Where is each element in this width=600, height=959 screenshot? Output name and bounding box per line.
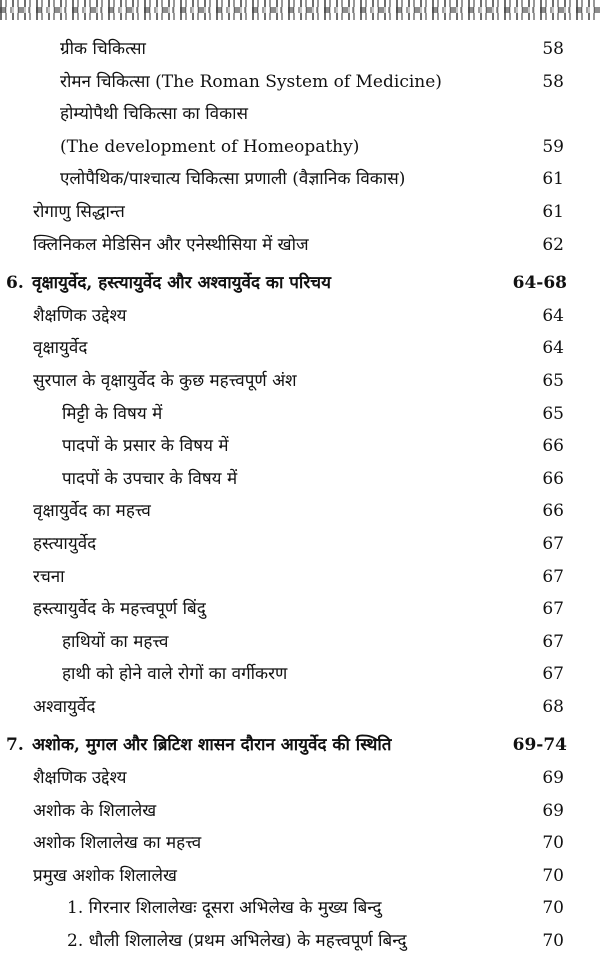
- toc-entry-title: एलोपैथिक/पाश्चात्य चिकित्सा प्रणाली (वैज्ञानिक विकास): [60, 169, 406, 190]
- toc-entry[interactable]: [0, 658, 600, 691]
- toc-entry-title: ग्रीक चिकित्सा: [60, 39, 146, 59]
- toc-entry[interactable]: [0, 827, 600, 860]
- toc-entry[interactable]: [0, 300, 600, 333]
- toc-entry-title: पादपों के उपचार के विषय में: [62, 468, 238, 489]
- toc-entry[interactable]: [0, 131, 600, 164]
- toc-entry-page: 62: [542, 234, 564, 255]
- chapter-page-range: 69-74: [512, 735, 567, 756]
- toc-entry-title: 2. धौली शिलालेख (प्रथम अभिलेख) के महत्त्वपूर्ण बिन्दु: [67, 931, 407, 952]
- toc-entry-page: 66: [542, 501, 564, 522]
- toc-entry[interactable]: [0, 495, 600, 528]
- toc-entry-page: 64: [542, 338, 564, 359]
- toc-entry-title: अशोक शिलालेख का महत्त्व: [33, 833, 202, 854]
- toc-entry-title: रोगाणु सिद्धान्त: [33, 201, 125, 222]
- toc-entry[interactable]: [0, 463, 600, 496]
- table-of-contents: [0, 33, 600, 958]
- toc-entry[interactable]: [0, 398, 600, 431]
- chapter-page-range: 64-68: [512, 273, 567, 294]
- toc-entry-title: वृक्षायुर्वेद: [33, 338, 88, 359]
- toc-entry-page: 67: [542, 566, 564, 587]
- toc-entry-title: शैक्षणिक उद्देश्य: [33, 768, 127, 789]
- toc-entry-title: हस्त्यायुर्वेद: [33, 533, 97, 554]
- toc-entry-title: हस्त्यायुर्वेद के महत्त्वपूर्ण बिंदु: [33, 599, 206, 620]
- toc-entry[interactable]: [0, 229, 600, 262]
- toc-entry-page: 61: [542, 201, 564, 222]
- toc-entry-title: (The development of Homeopathy): [60, 136, 360, 157]
- toc-entry[interactable]: [0, 860, 600, 893]
- chapter-number: 6.: [6, 273, 24, 294]
- toc-entry[interactable]: [0, 98, 600, 131]
- toc-entry-page: 67: [542, 664, 564, 685]
- toc-entry-title: 1. गिरनार शिलालेखः दूसरा अभिलेख के मुख्य बिन्दु: [67, 898, 382, 919]
- toc-entry[interactable]: [0, 332, 600, 365]
- toc-entry-title: सुरपाल के वृक्षायुर्वेद के कुछ महत्त्वपूर्ण अंश: [33, 370, 297, 391]
- toc-entry[interactable]: [0, 626, 600, 659]
- toc-entry[interactable]: [0, 561, 600, 594]
- toc-entry-page: 70: [542, 865, 564, 886]
- toc-entry-title: वृक्षायुर्वेद का महत्त्व: [33, 501, 151, 522]
- toc-entry-page: 70: [542, 833, 564, 854]
- toc-entry[interactable]: [0, 365, 600, 398]
- toc-entry-title: हाथी को होने वाले रोगों का वर्गीकरण: [62, 664, 288, 685]
- toc-entry-page: 70: [542, 898, 564, 919]
- chapter-title: वृक्षायुर्वेद, हस्त्यायुर्वेद और अश्वायुर्वेद का परिचय: [32, 273, 331, 294]
- chapter-title: अशोक, मुगल और ब्रिटिश शासन दौरान आयुर्वेद की स्थिति: [32, 735, 392, 756]
- toc-entry-page: 58: [542, 39, 564, 59]
- toc-entry-page: 68: [542, 696, 564, 717]
- toc-entry-title: मिट्टी के विषय में: [62, 403, 163, 424]
- toc-entry-page: 67: [542, 599, 564, 620]
- toc-entry[interactable]: [0, 762, 600, 795]
- toc-entry[interactable]: [0, 691, 600, 724]
- toc-entry[interactable]: [0, 925, 600, 958]
- toc-entry-page: 66: [542, 468, 564, 489]
- toc-entry-page: 65: [542, 370, 564, 391]
- toc-entry-page: 61: [542, 169, 564, 190]
- toc-entry-page: 59: [542, 136, 564, 157]
- toc-entry-title: पादपों के प्रसार के विषय में: [62, 436, 229, 457]
- toc-entry[interactable]: [0, 795, 600, 828]
- chapter-number: 7.: [6, 735, 24, 756]
- toc-entry-page: 58: [542, 71, 564, 92]
- chapter-7-heading[interactable]: [0, 729, 600, 762]
- toc-entry-title: अशोक के शिलालेख: [33, 800, 157, 821]
- toc-entry[interactable]: [0, 163, 600, 196]
- toc-entry-page: 66: [542, 436, 564, 457]
- toc-entry-page: 69: [542, 800, 564, 821]
- toc-entry[interactable]: [0, 33, 600, 66]
- toc-entry-title: हाथियों का महत्त्व: [62, 631, 169, 652]
- toc-entry-title: रचना: [33, 566, 65, 587]
- toc-entry[interactable]: [0, 528, 600, 561]
- toc-entry-title: अश्वायुर्वेद: [33, 696, 96, 717]
- toc-entry-page: 65: [542, 403, 564, 424]
- toc-entry-title: क्लिनिकल मेडिसिन और एनेस्थीसिया में खोज: [33, 234, 309, 255]
- toc-entry[interactable]: [0, 66, 600, 99]
- toc-entry[interactable]: [0, 196, 600, 229]
- toc-entry-page: 67: [542, 533, 564, 554]
- toc-entry-page: 64: [542, 305, 564, 326]
- toc-entry-page: 69: [542, 768, 564, 789]
- toc-entry[interactable]: [0, 892, 600, 925]
- toc-entry[interactable]: [0, 430, 600, 463]
- toc-entry-title: शैक्षणिक उद्देश्य: [33, 305, 127, 326]
- toc-entry-page: 70: [542, 931, 564, 952]
- toc-entry-title: प्रमुख अशोक शिलालेख: [33, 865, 177, 886]
- toc-entry[interactable]: [0, 593, 600, 626]
- toc-entry-title: होम्योपैथी चिकित्सा का विकास: [60, 104, 249, 125]
- decorative-top-border: [0, 0, 600, 20]
- toc-entry-page: 67: [542, 631, 564, 652]
- chapter-6-heading[interactable]: [0, 267, 600, 300]
- toc-entry-title: रोमन चिकित्सा (The Roman System of Medicine): [60, 71, 442, 92]
